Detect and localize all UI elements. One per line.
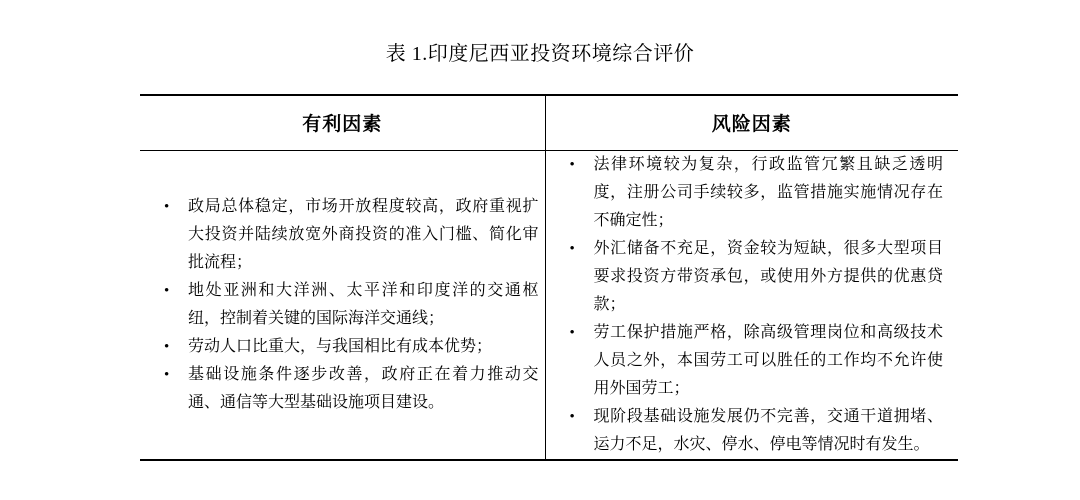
risk-factors-list — [546, 151, 959, 459]
factor-item — [162, 333, 539, 361]
factor-text: 现阶段基础设施发展仍不完善，交通干道拥堵、运力不足，水灾、停水、停电等情况时有发生。 — [593, 407, 943, 453]
bullet-icon: • — [164, 282, 170, 299]
column-header-risk-factors: 风险因素 — [545, 95, 958, 150]
factor-text: 地处亚洲和大洋洲、太平洋和印度洋的交通枢纽，控制着关键的国际海洋交通线； — [188, 281, 539, 327]
bullet-icon: • — [569, 408, 575, 425]
factor-text: 劳工保护措施严格，除高级管理岗位和高级技术人员之外，本国劳工可以胜任的工作均不允许使用外国劳工； — [593, 323, 943, 397]
favorable-factors-list — [140, 193, 545, 417]
bullet-icon: • — [164, 366, 170, 383]
bullet-icon: • — [569, 156, 575, 173]
factor-text: 法律环境较为复杂，行政监管冗繁且缺乏透明度，注册公司手续较多，监管措施实施情况存在不确定性； — [593, 155, 943, 229]
favorable-factors-cell — [140, 150, 545, 460]
factor-item — [568, 235, 944, 319]
table-body-row — [140, 150, 958, 460]
table-caption: 表 1.印度尼西亚投资环境综合评价 — [385, 43, 695, 65]
evaluation-table — [140, 94, 958, 461]
bullet-icon: • — [164, 338, 170, 355]
factor-item — [568, 151, 944, 235]
factor-item — [162, 361, 539, 417]
factor-item — [568, 403, 944, 459]
risk-factors-cell — [545, 150, 958, 460]
factor-text: 外汇储备不充足，资金较为短缺，很多大型项目要求投资方带资承包，或使用外方提供的优惠贷款； — [593, 239, 943, 313]
factor-text: 政局总体稳定，市场开放程度较高，政府重视扩大投资并陆续放宽外商投资的准入门槛、简化审批流程； — [188, 197, 539, 271]
factor-item — [162, 277, 539, 333]
factor-item — [568, 319, 944, 403]
factor-text: 劳动人口比重大，与我国相比有成本优势； — [188, 337, 493, 355]
factor-text: 基础设施条件逐步改善，政府正在着力推动交通、通信等大型基础设施项目建设。 — [188, 365, 539, 411]
bullet-icon: • — [569, 240, 575, 257]
bullet-icon: • — [164, 198, 170, 215]
column-header-favorable-factors: 有利因素 — [140, 95, 545, 150]
table-header-row — [140, 95, 958, 150]
bullet-icon: • — [569, 324, 575, 341]
factor-item — [162, 193, 539, 277]
